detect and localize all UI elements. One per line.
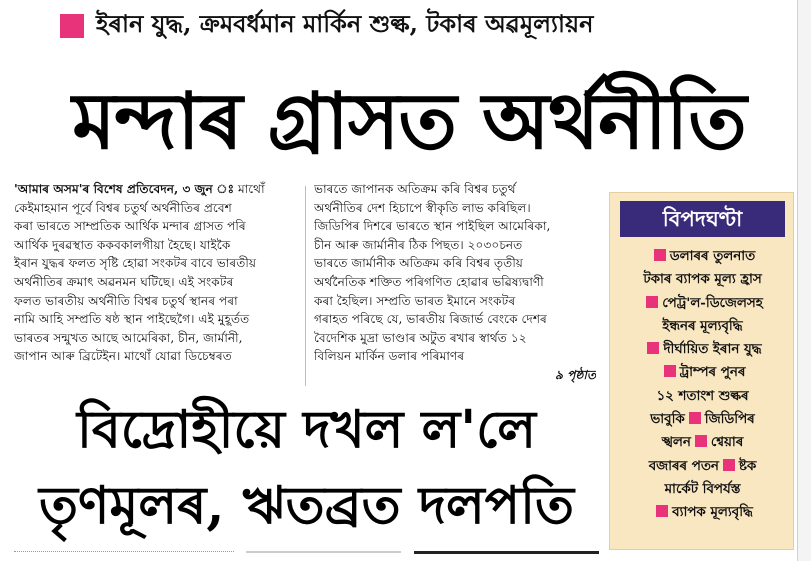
pink-bullet-square bbox=[723, 459, 735, 471]
sidebar-line: বজাৰৰ পতন ষ্টক bbox=[648, 457, 757, 474]
article-line: ভাৰতৰ সন্মুখত আছে আমেৰিকা, চীন, জাৰ্মানী, bbox=[14, 330, 243, 345]
article-byline: 'আমাৰ অসম'ৰ বিশেষ প্ৰতিবেদন, ৩ জুন ঃ bbox=[14, 182, 235, 196]
article-line: কেইমাহমান পূৰ্বে বিশ্বৰ চতুৰ্থ অৰ্থনীতিৰ প্ৰবেশ bbox=[14, 200, 232, 215]
sidebar-line: টকাৰ ব্যাপক মূল্য হ্ৰাস bbox=[643, 271, 762, 288]
pink-bullet-square bbox=[689, 412, 701, 424]
article-column-1 bbox=[14, 180, 296, 390]
sidebar-line: দীৰ্ঘায়িত ইৰান যুদ্ধ bbox=[616, 338, 789, 361]
article-line: ভাৰতে জাৰ্মানীক অতিক্ৰম কৰি বিশ্বৰ তৃতীয় bbox=[314, 256, 523, 271]
article-line: আৰ্থিক দুৰৱস্থাত ককবকালগীয়া হৈছে। যাইকৈ bbox=[14, 237, 231, 252]
continued-on-page[interactable]: ৯ পৃষ্ঠাত bbox=[554, 367, 596, 382]
article-line: জাপান আৰু ব্ৰিটেইন। মাথোঁ যোৱা ডিচেম্বৰত bbox=[14, 349, 232, 364]
article-line: অৰ্থনৈতিক শক্তিত পৰিগণিত হোৱাৰ ভৱিষ্যদ্বাণী bbox=[314, 274, 544, 289]
page-edge bbox=[797, 0, 811, 561]
article-line: চীন আৰু জাৰ্মানীৰ ঠিক পিছত। ২০৩০চনত bbox=[314, 237, 523, 252]
article-line: 'আমাৰ অসম'ৰ বিশেষ প্ৰতিবেদন, ৩ জুন ঃ মাথোঁ bbox=[14, 182, 265, 196]
column-divider bbox=[305, 186, 306, 386]
sidebar-line: স্খলন শ্বেয়াৰ bbox=[661, 434, 744, 451]
sidebar-list bbox=[616, 245, 789, 525]
sidebar-line: ভাবুকি জিডিপিৰ bbox=[650, 411, 755, 428]
next-article-top-2 bbox=[246, 551, 401, 561]
sidebar-title: বিপদঘণ্টা bbox=[620, 201, 785, 237]
pink-bullet-square bbox=[654, 249, 666, 261]
pink-bullet-square bbox=[647, 342, 659, 354]
sidebar-line: ১২ শতাংশ শুল্কৰ bbox=[656, 387, 749, 404]
kicker-text: ইৰান যুদ্ধ, ক্ৰমবৰ্ধমান মাৰ্কিন শুল্ক, টকাৰ অৱমূল্যায়ন bbox=[96, 9, 594, 38]
article-line: ভাৰতে জাপানক অতিক্ৰম কৰি বিশ্বৰ চতুৰ্থ bbox=[314, 182, 516, 196]
pink-bullet-square bbox=[664, 365, 676, 377]
article-line: কৰা হৈছিল। সম্প্ৰতি ভাৰত ইমানে সংকটৰ bbox=[314, 293, 516, 308]
sidebar-box bbox=[609, 192, 794, 550]
next-article-top-1 bbox=[14, 551, 234, 561]
article-line: ইৰান যুদ্ধৰ ফলত সৃষ্টি হোৱা সংকটৰ বাবে ভাৰতীয় bbox=[14, 256, 257, 271]
second-headline bbox=[14, 392, 599, 544]
article-line: অৰ্থনীতিৰ ক্ৰমাৎ অৱনমন ঘটিছে। এই সংকটৰ bbox=[14, 274, 234, 289]
pink-bullet-square bbox=[656, 505, 668, 517]
article-line: কৰা ভাৰতে সাম্প্ৰতিক আৰ্থিক মন্দাৰ গ্ৰাসত পৰি bbox=[14, 219, 246, 234]
kicker bbox=[60, 8, 805, 44]
article-line: অৰ্থনীতিৰ দেশ হিচাপে স্বীকৃতি লাভ কৰিছিল। bbox=[314, 200, 531, 215]
pink-bullet-square bbox=[646, 296, 658, 308]
next-article-top-3 bbox=[414, 551, 599, 561]
article-line: বিলিয়ন মাৰ্কিন ডলাৰ পৰিমাণৰ bbox=[314, 349, 465, 364]
sidebar-line: পেট্ৰ'ল-ডিজেলসহ bbox=[616, 292, 789, 315]
article-line: ফলত ভাৰতীয় অৰ্থনীতি বিশ্বৰ চতুৰ্থ স্থানৰ পৰা bbox=[14, 293, 238, 308]
article-line: জিডিপিৰ দিশৰে ভাৰতে স্থান পাইছিল আমেৰিকা, bbox=[314, 219, 551, 234]
article-column-2 bbox=[314, 180, 596, 390]
sidebar-line: ট্ৰাম্পৰ পুনৰ bbox=[616, 361, 789, 384]
main-headline: মন্দাৰ গ্ৰাসত অৰ্থনীতি bbox=[72, 76, 746, 167]
sidebar-line: ডলাৰৰ তুলনাত bbox=[616, 245, 789, 268]
article-line: নামি আহি সম্প্ৰতি ষষ্ঠ স্থান পাইছেগৈ। এই মুহূৰ্তত bbox=[14, 312, 250, 327]
kicker-bullet-square bbox=[60, 14, 84, 38]
article-line: গৰাহত পৰিছে যে, ভাৰতীয় ৰিজাৰ্ভ বেংকে দেশৰ bbox=[314, 312, 547, 327]
sidebar-line: মাৰ্কেট বিপৰ্যস্ত bbox=[664, 480, 741, 497]
article-line: বৈদেশিক মুদ্ৰা ভাণ্ডাৰ অটুত ৰখাৰ স্বাৰ্থত ১২ bbox=[314, 330, 527, 345]
sidebar-line: ব্যাপক মূল্যবৃদ্ধি bbox=[616, 501, 789, 524]
second-headline-line-1: বিদ্ৰোহীয়ে দখল ল'লে bbox=[77, 399, 536, 460]
sidebar-line: ইন্ধনৰ মূল্যবৃদ্ধি bbox=[662, 317, 743, 334]
pink-bullet-square bbox=[695, 435, 707, 447]
second-headline-line-2: তৃণমূলৰ, ঋতব্ৰত দলপতি bbox=[39, 475, 574, 536]
